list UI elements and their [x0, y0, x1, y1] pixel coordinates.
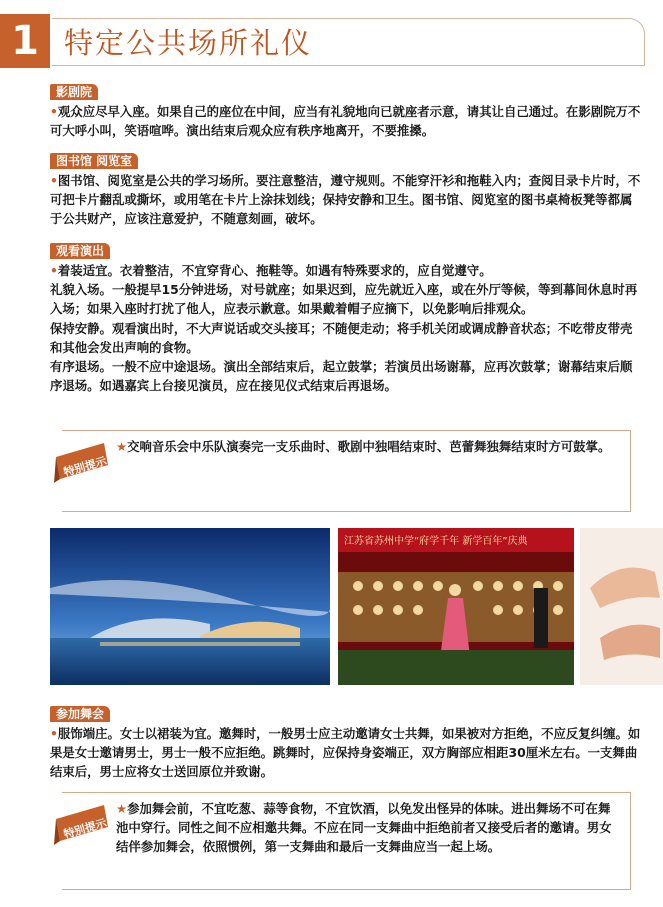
bullet-icon: • [50, 173, 58, 188]
bullet-icon: • [50, 726, 58, 741]
paragraph: 服饰端庄。女士以裙装为宜。邀舞时，一般男士应主动邀请女士共舞，如果被对方拒绝，不应反复纠缠。如果是女士邀请男士，男士一般不应拒绝。跳舞时，应保持身姿端正，双方胸部应相距30厘米左右。一支舞曲结束后，男士应将女士送回原位并致谢。 [50, 726, 641, 780]
paragraph: 着装适宜。衣着整洁，不宜穿背心、拖鞋等。如遇有特殊要求的，应自觉遵守。 [57, 263, 492, 278]
tip-content: 参加舞会前，不宜吃葱、蒜等食物，不宜饮酒，以免发出怪异的体味。进出舞场不可在舞池中穿行。同性之间不应相邀共舞。不应在同一支舞曲中拒绝前者又接受后者的邀请。男女结伴参加舞会，依照惯例，第一支舞曲和最后一支舞曲应当一起上场。 [116, 801, 612, 855]
special-tip-ribbon-icon [52, 801, 112, 849]
special-tip-box [62, 792, 631, 890]
title-frame [52, 18, 645, 66]
photo-concert-stage [338, 528, 574, 685]
paragraph: 保持安静。观看演出时，不大声说话或交头接耳；不随便走动；将手机关闭或调成静音状态；不吃带皮带壳和其他会发出声响的食物。 [50, 320, 633, 355]
chapter-header [0, 14, 663, 68]
tip-content: 交响音乐会中乐队演奏完一支乐曲时、歌剧中独唱结束时、芭蕾舞独舞结束时方可鼓掌。 [127, 439, 611, 454]
photo-applause-hands [580, 528, 663, 685]
page-title: 特定公共场所礼仪 [64, 26, 313, 60]
section-body-dance [50, 724, 642, 782]
tip-badge-label: 特别提示 [62, 816, 109, 842]
bullet-icon: • [50, 104, 58, 119]
bullet-icon: • [50, 263, 58, 278]
special-tip-ribbon-icon [52, 439, 112, 487]
section-body-performance [50, 261, 642, 395]
star-icon: ★ [116, 439, 128, 454]
tip-text [116, 437, 620, 456]
section-tag-library: 图书馆 阅览室 [50, 153, 138, 169]
paragraph: 有序退场。一般不应中途退场。演出全部结束后，起立鼓掌；若演员出场谢幕，应再次鼓掌；谢幕结束后顺序退场。如遇嘉宾上台接见演员，应在接见仪式结束后再退场。 [50, 359, 633, 394]
tip-badge-label: 特别提示 [62, 454, 109, 480]
star-icon: ★ [116, 801, 128, 816]
paragraph: 礼貌入场。一般提早15分钟进场，对号就座；如果迟到，应先就近入座，或在外厅等候，等到幕间休息时再入场；如果入座时打扰了他人，应表示歉意。如果戴着帽子应摘下，以免影响后排观众。 [50, 282, 638, 317]
chapter-number: 1 [0, 14, 50, 68]
section-tag-dance: 参加舞会 [50, 706, 110, 722]
section-body-theater [50, 102, 642, 140]
tip-text [116, 799, 620, 857]
concert-banner-text: 江苏省苏州中学“府学千年 新学百年”庆典 [344, 536, 528, 547]
photo-theater-building [50, 528, 330, 685]
paragraph: 观众应尽早入座。如果自己的座位在中间，应当有礼貌地向已就座者示意，请其让自己通过。在影剧院万不可大呼小叫，笑语喧哗。演出结束后观众应有秩序地离开，不要推搡。 [50, 104, 641, 139]
section-tag-performance: 观看演出 [50, 243, 110, 259]
section-body-library [50, 171, 642, 229]
paragraph: 图书馆、阅览室是公共的学习场所。要注意整洁，遵守规则。不能穿汗衫和拖鞋入内；查阅目录卡片时，不可把卡片翻乱或撕坏，或用笔在卡片上涂抹划线；保持安静和卫生。图书馆、阅览室的图书桌椅板凳等都属于公共财产，应该注意爱护，不随意刻画，破坏。 [50, 173, 641, 227]
special-tip-box [62, 430, 631, 512]
section-tag-theater: 影剧院 [50, 84, 98, 100]
